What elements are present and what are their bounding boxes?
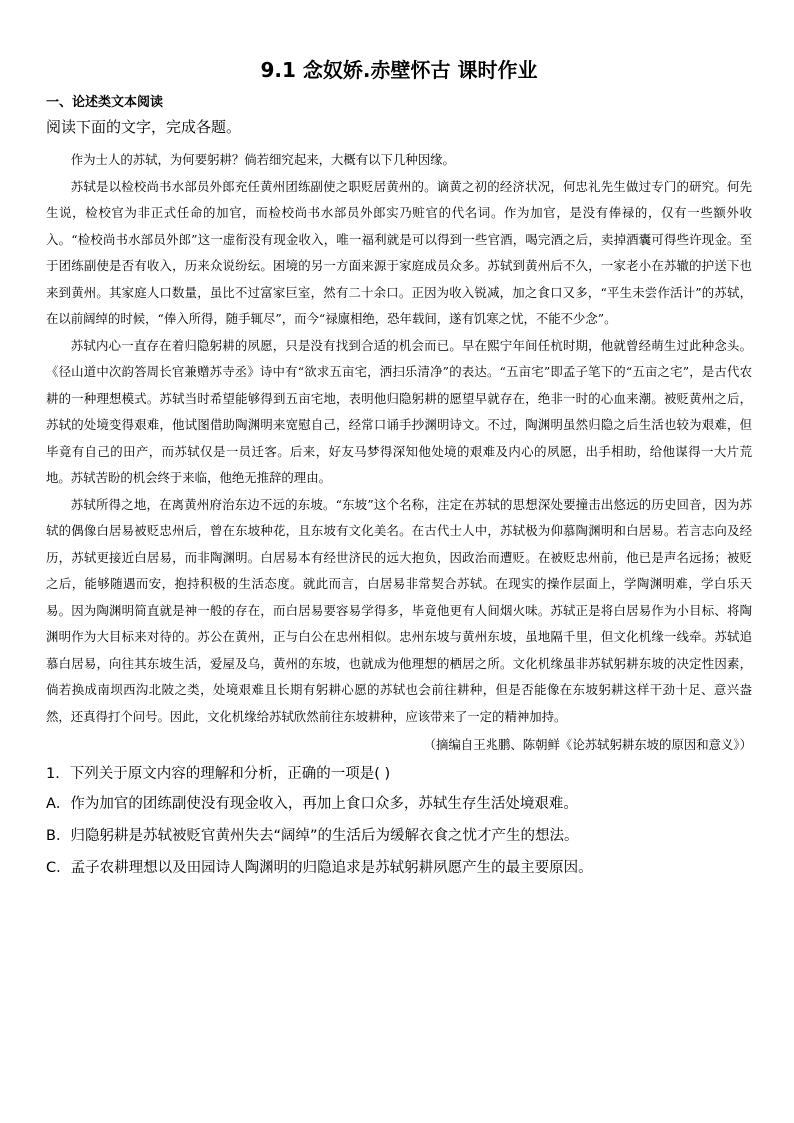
reading-passage [46,147,752,730]
question-stem: 1．下列关于原文内容的理解和分析，正确的一项是( ) [46,766,391,782]
question-option-b: B．归隐躬耕是苏轼被贬官黄州失去“阔绰”的生活后为缓解衣食之忧才产生的想法。 [46,828,579,844]
page-title: 9.1 念奴娇.赤壁怀古 课时作业 [260,58,538,82]
question-option-c: C．孟子农耕理想以及田园诗人陶渊明的归隐追求是苏轼躬耕夙愿产生的最主要原因。 [46,860,593,876]
section-heading: 一、论述类文本阅读 [46,95,164,110]
passage-paragraph: 苏轼所得之地，在离黄州府治东边不远的东坡。“东坡”这个名称，注定在苏轼的思想深处要撞击出悠远的历史回音，因为苏轼的偶像白居易被贬忠州后，曾在东坡种花，且东坡有文化美名。在古代士人中，苏轼极为仰慕陶渊明和白居易。若言志向及经历，苏轼更接近白居易，而非陶渊明。白居易本有经世济民的远大抱负，因政治而遭贬。在被贬忠州前，他已是声名远扬；被贬之后，能够随遇而安，抱持积极的生活态度。就此而言，白居易非常契合苏轼。在现实的操作层面上，学陶渊明难，学白乐天易。因为陶渊明简直就是神一般的存在，而白居易要容易学得多，毕竟他更有人间烟火味。苏轼正是将白居易作为小目标、将陶渊明作为大目标来对待的。苏公在黄州，正与白公在忠州相似。忠州东坡与黄州东坡，虽地隔千里，但文化机缘一线牵。苏轼追慕白居易，向往其东坡生活，爱屋及乌，黄州的东坡，也就成为他理想的栖居之所。文化机缘虽非苏轼躬耕东坡的决定性因素，倘若换成南坝西沟北陂之类，处境艰难且长期有躬耕心愿的苏轼也会前往耕种，但是否能像在东坡躬耕这样干劲十足、意兴盎然，还真得打个问号。因此，文化机缘给苏轼欣然前往东坡耕种，应该带来了一定的精神加持。 [46,496,752,724]
reading-instruction: 阅读下面的文字，完成各题。 [46,118,242,136]
question-option-a: A．作为加官的团练副使没有现金收入，再加上食口众多，苏轼生存生活处境艰难。 [46,796,578,812]
worksheet-page [46,58,752,888]
passage-paragraph: 作为士人的苏轼，为何要躬耕？倘若细究起来，大概有以下几种因缘。 [70,152,455,167]
passage-paragraph: 苏轼内心一直存在着归隐躬耕的夙愿，只是没有找到合适的机会而已。早在熙宁年间任杭时期，他就曾经萌生过此种念头。《径山道中次韵答周长官兼赠苏寺丞》诗中有“欲求五亩宅，洒扫乐清净”的表达。“五亩宅”即孟子笔下的“五亩之宅”，是古代农耕的一种理想模式。苏轼当时希望能够得到五亩宅地，表明他归隐躬耕的愿望早就存在，绝非一时的心血来潮。被贬黄州之后，苏轼的处境变得艰难，他试图借助陶渊明来宽慰自己，经常口诵手抄渊明诗文。不过，陶渊明虽然归隐之后生活也较为艰难，但毕竟有自己的田产，而苏轼仅是一员迁客。后来，好友马梦得深知他处境的艰难及内心的夙愿，出手相助，给他谋得一大片荒地。苏轼苦盼的机会终于来临，他绝无推辞的理由。 [46,337,752,485]
passage-paragraph: 苏轼是以检校尚书水部员外郎充任黄州团练副使之职贬居黄州的。谪黄之初的经济状况，何忠礼先生做过专门的研究。何先生说，检校官为非正式任命的加官，而检校尚书水部员外郎实乃赃官的代名词。作为加官，是没有俸禄的，仅有一些额外收入。“检校尚书水部员外郎”这一虚衔没有现金收入，唯一福利就是可以得到一些官酒，喝完酒之后，卖掉酒囊可得些许现金。至于团练副使是否有收入，历来众说纷纭。困境的另一方面来源于家庭成员众多。苏轼到黄州后不久，一家老小在苏辙的护送下也来到黄州。其家庭人口数量，虽比不过富家巨室，然有二十余口。正因为收入锐减，加之食口又多，“平生未尝作活计”的苏轼，在以前阔绰的时候，“俸入所得，随手辄尽”，而今“禄廪相绝，恐年载间，遂有饥寒之忧，不能不少念”。 [46,178,752,326]
passage-source: （摘编自王兆鹏、陈朝鲜《论苏轼躬耕东坡的原因和意义》） [423,737,752,752]
